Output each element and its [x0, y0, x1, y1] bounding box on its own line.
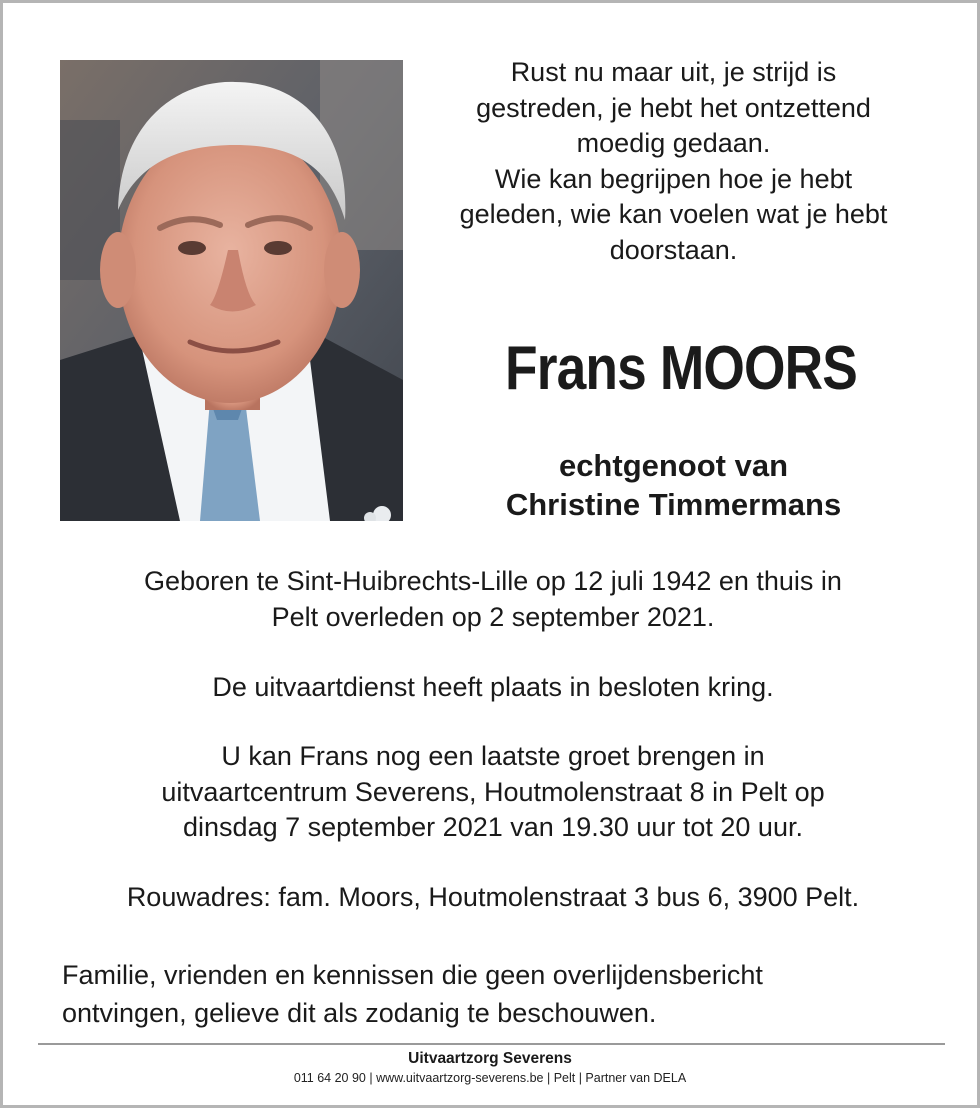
paragraph-line: Familie, vrienden en kennissen die geen overlijdensbericht — [62, 960, 763, 990]
poem-line: Rust nu maar uit, je strijd is — [510, 57, 837, 87]
paragraph-line: Pelt overleden op 2 september 2021. — [271, 601, 715, 632]
paragraph-line: Geboren te Sint-Huibrechts-Lille op 12 juli 1942 en thuis in — [144, 566, 842, 596]
deceased-name: Frans MOORS — [504, 334, 857, 403]
paragraph-line: uitvaartcentrum Severens, Houtmolenstraat 8 in Pelt op — [161, 776, 825, 807]
poem-line: moedig gedaan. — [576, 128, 771, 158]
funeral-company-name: Uitvaartzorg Severens — [408, 1050, 572, 1067]
family-notice — [62, 956, 942, 1032]
paragraph-line: ontvingen, gelieve dit als zodanig te beschouwen. — [62, 998, 657, 1028]
spouse-name: Christine Timmermans — [505, 487, 842, 522]
visitation-paragraph — [33, 739, 953, 846]
poem-line: Wie kan begrijpen hoe je hebt — [494, 163, 853, 194]
paragraph-line: U kan Frans nog een laatste groet brengen in — [221, 741, 765, 771]
paragraph-line: Rouwadres: fam. Moors, Houtmolenstraat 3 bus 6, 3900 Pelt. — [126, 882, 860, 912]
funeral-company-contact: 011 64 20 90 | www.uitvaartzorg-severens.be | Pelt | Partner van DELA — [293, 1071, 687, 1085]
birth-death-paragraph — [33, 564, 953, 635]
paragraph-line: De uitvaartdienst heeft plaats in besloten kring. — [212, 672, 774, 702]
portrait-photo — [60, 60, 403, 521]
poem-line: doorstaan. — [609, 234, 738, 265]
spouse-info — [421, 446, 926, 524]
mourning-address — [33, 880, 953, 916]
poem-line: geleden, wie kan voelen wat je hebt — [459, 199, 888, 229]
footer-divider — [38, 1043, 945, 1045]
service-paragraph — [33, 670, 953, 706]
spouse-label: echtgenoot van — [558, 448, 789, 483]
portrait-illustration — [60, 60, 403, 521]
poem-line: gestreden, je hebt het ontzettend — [476, 92, 871, 123]
poem — [421, 55, 926, 268]
paragraph-line: dinsdag 7 september 2021 van 19.30 uur tot 20 uur. — [183, 812, 803, 842]
